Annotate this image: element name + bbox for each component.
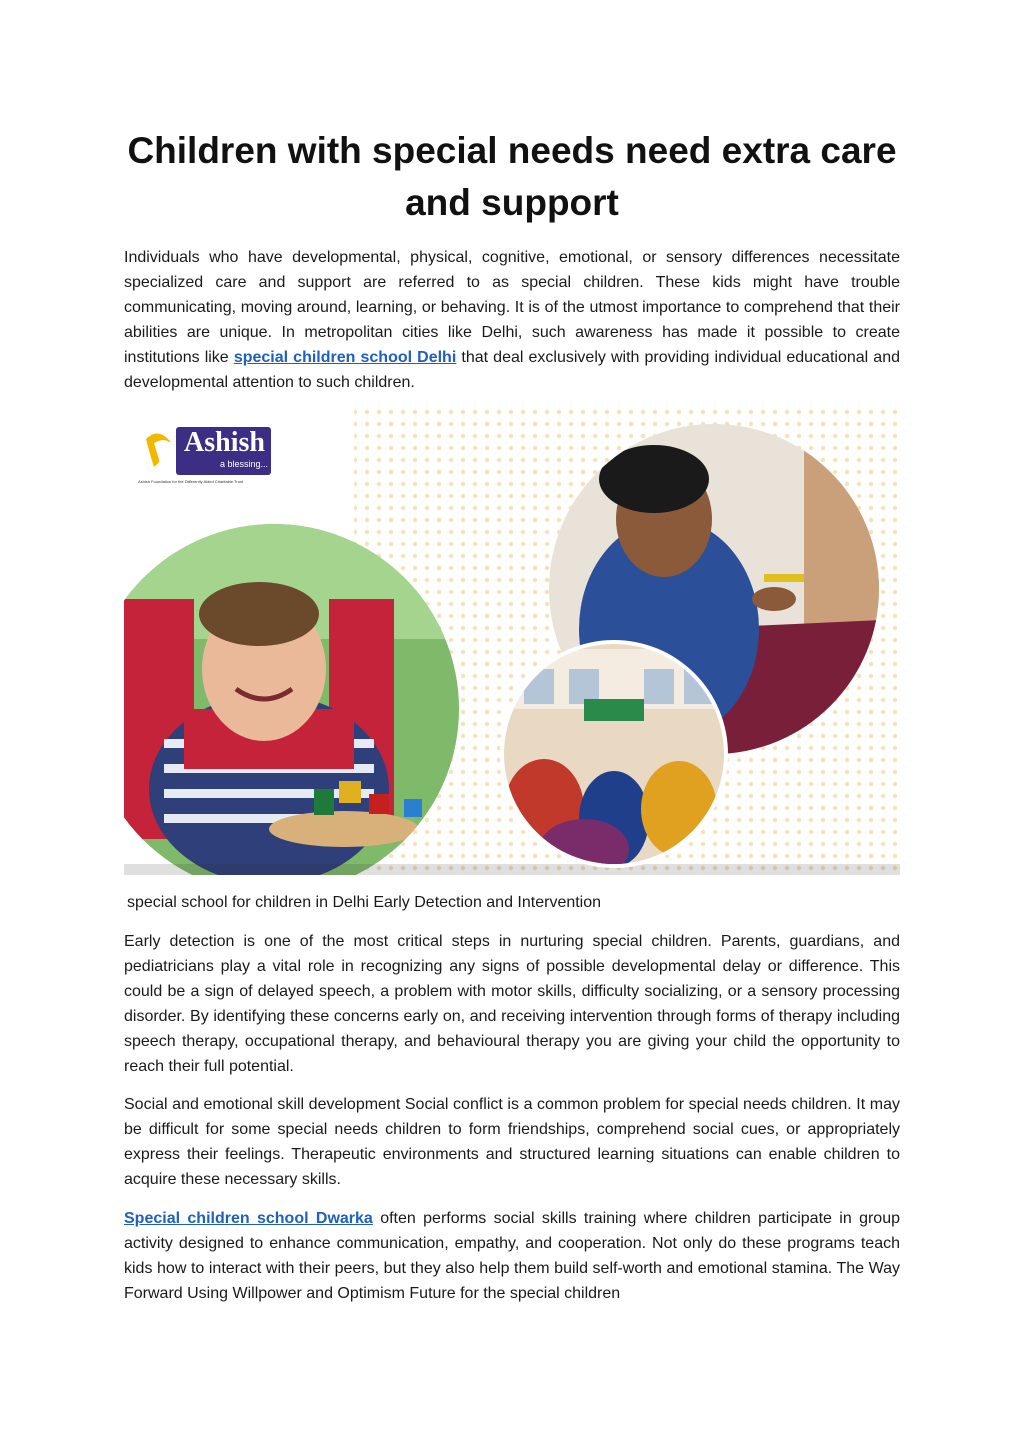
intro-text-after: that deal exclusively with providing individual educational and developmental attention to such children. bbox=[124, 349, 900, 391]
intro-paragraph bbox=[124, 245, 900, 395]
logo-text: Ashish bbox=[184, 427, 265, 458]
dwarka-text-after: often performs social skills training where children participate in group activity designed to enhance communication, empathy, and cooperation. Not only do these programs teach kids how to interact with their peers, but they also help them build self-worth and emotional stamina. The Way Forward Using Willpower and Optimism Future for the special children bbox=[124, 1210, 901, 1302]
special-children-school-dwarka-link[interactable]: Special children school Dwarka bbox=[124, 1210, 373, 1227]
page-title: Children with special needs need extra care and support bbox=[127, 130, 897, 223]
intro-text-before: Individuals who have developmental, physical, cognitive, emotional, or sensory differences necessitate specialized care and support are referred to as special children. These kids might have trouble communicating, moving around, learning, or behaving. It is of the utmost importance to comprehend that their abilities are unique. In metropolitan cities like Delhi, such awareness has made it possible to create institutions like bbox=[124, 249, 900, 366]
school-banner-image bbox=[124, 409, 900, 875]
logo-subline: Ashish Foundation for the Differently Abled Charitable Trust bbox=[138, 479, 244, 484]
special-children-school-delhi-link[interactable]: special children school Delhi bbox=[233, 349, 457, 366]
early-detection-paragraph: Early detection is one of the most critical steps in nurturing special children. Parents, guardians, and pediatricians play a vital role in recognizing any signs of possible developmental delay or difference. This could be a sign of delayed speech, a problem with motor skills, difficulty socializing, or a sensory processing disorder. By identifying these concerns early on, and receiving intervention through forms of therapy including speech therapy, occupational therapy, and behavioural therapy you are giving your child the opportunity to reach their full potential. bbox=[124, 933, 900, 1075]
logo-tagline: a blessing... bbox=[220, 459, 269, 469]
social-skills-paragraph: Social and emotional skill development Social conflict is a common problem for special needs children. It may be difficult for some special needs children to form friendships, comprehend social cues, or appropriately express their feelings. Therapeutic environments and structured learning situations can enable children to acquire these necessary skills. bbox=[124, 1096, 900, 1188]
image-caption: special school for children in Delhi Early Detection and Intervention bbox=[127, 894, 602, 911]
dwarka-paragraph bbox=[124, 1206, 900, 1306]
